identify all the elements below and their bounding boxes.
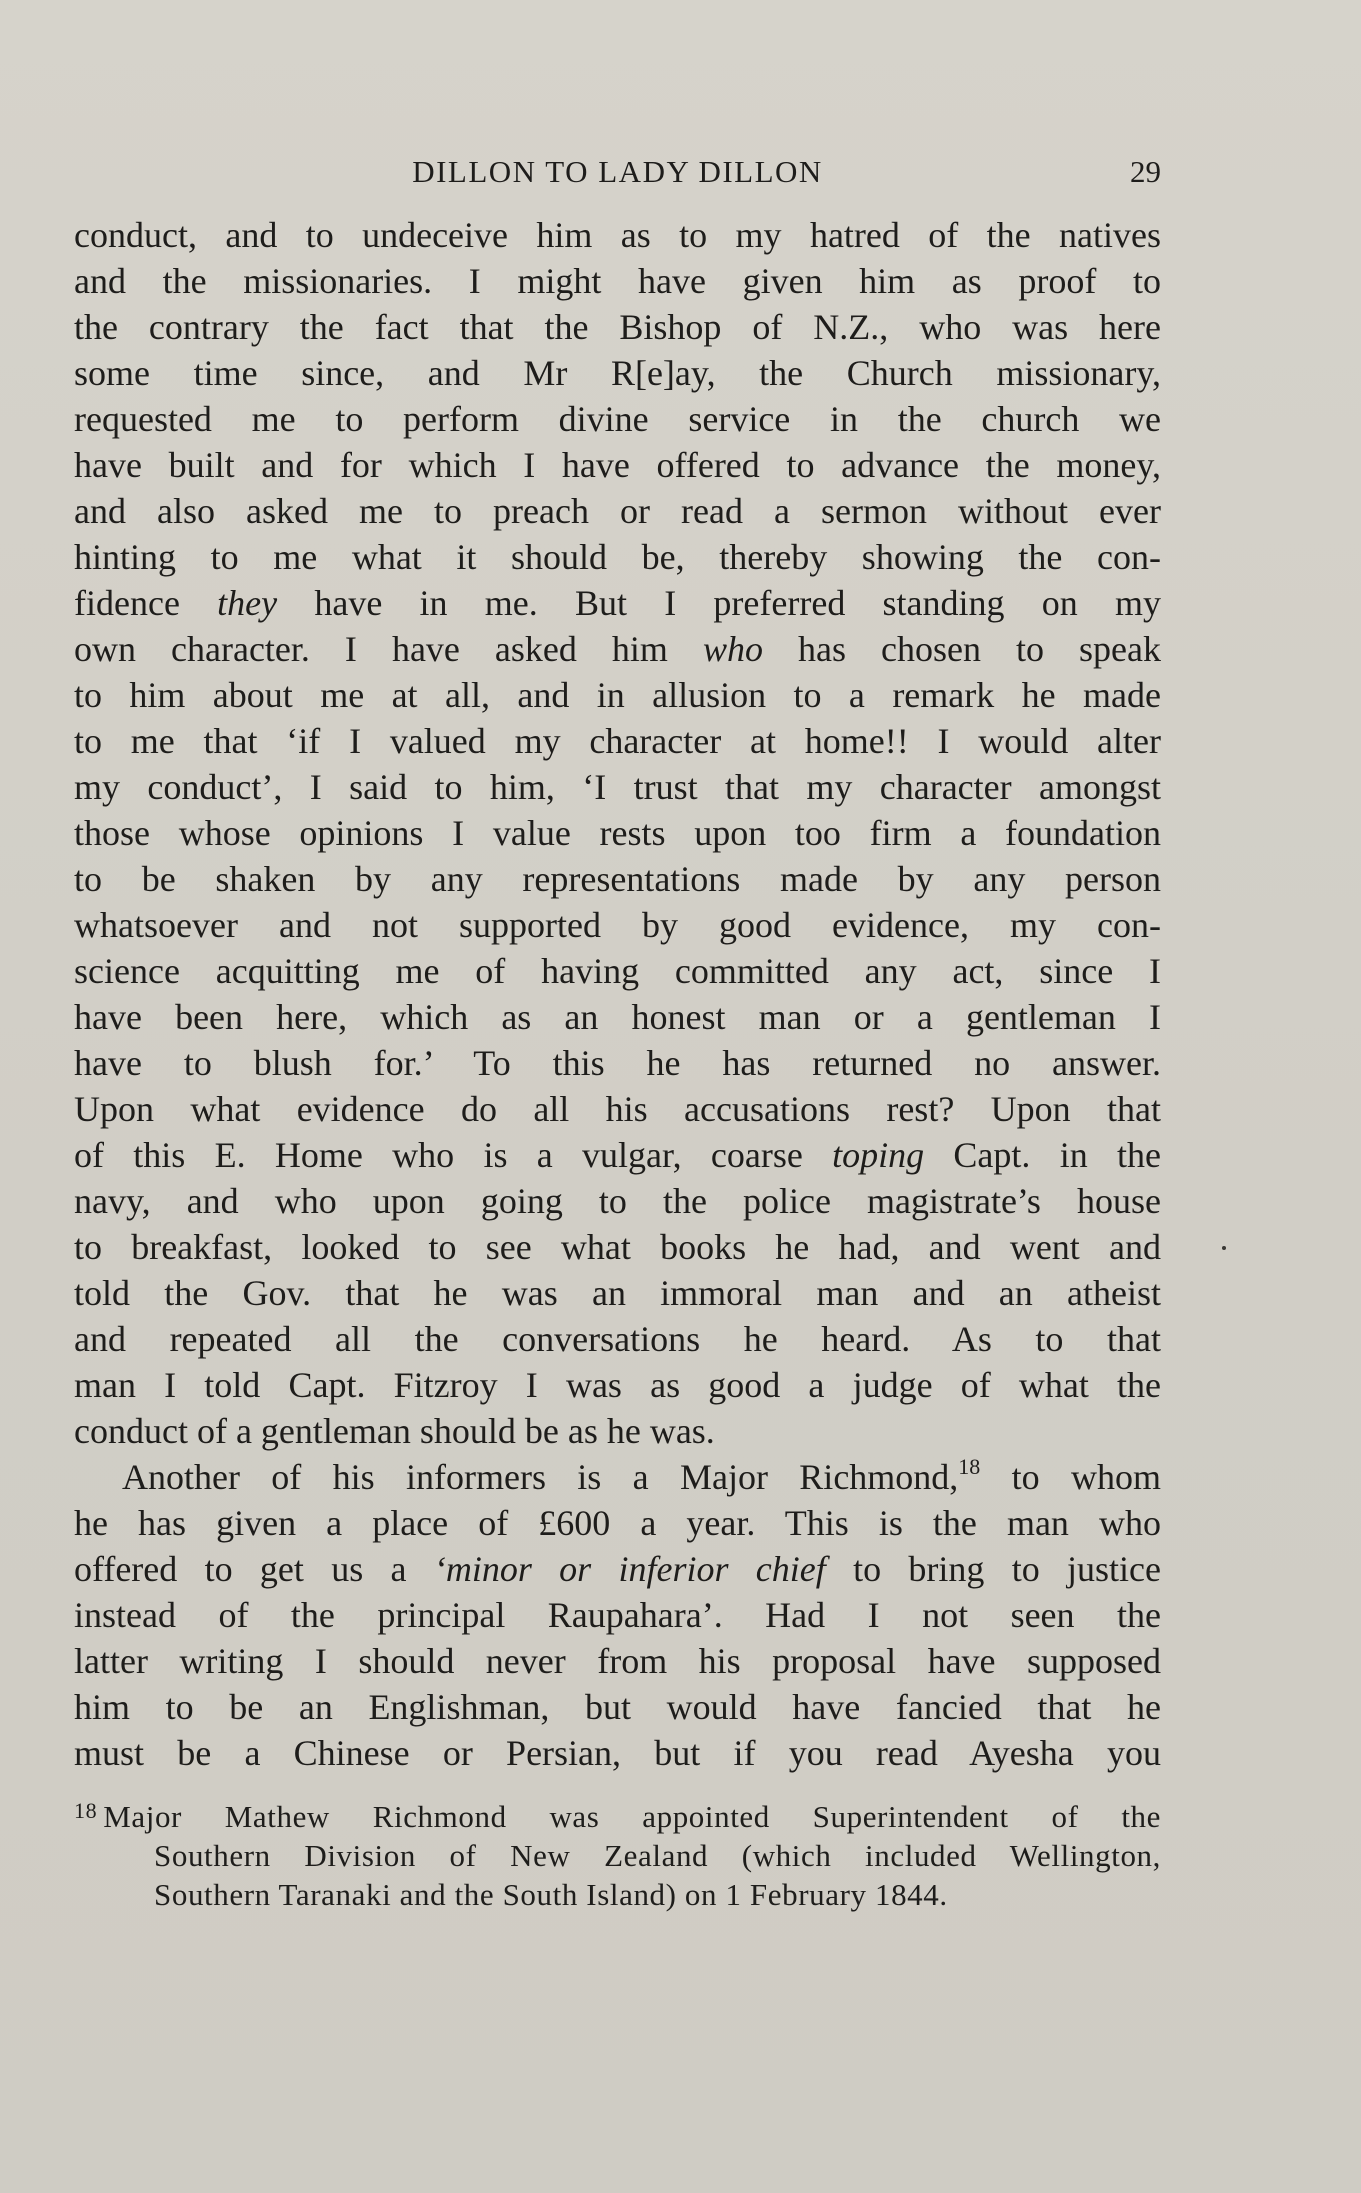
footnote-line: Southern Taranaki and the South Island) on 1 February 1844.	[154, 1877, 948, 1912]
text-line	[74, 1132, 1161, 1178]
footnote-line	[74, 1797, 1161, 1836]
text-run: Capt. in the	[924, 1135, 1161, 1175]
text-run: offered to get us a	[74, 1549, 434, 1589]
footnote-line: Southern Division of New Zealand (which included Wellington,	[154, 1838, 1161, 1873]
text-line: conduct, and to undeceive him as to my hatred of the natives	[74, 215, 1161, 255]
text-line: and also asked me to preach or read a sermon without ever	[74, 491, 1161, 531]
text-run: own character. I have asked him	[74, 629, 703, 669]
text-line: must be a Chinese or Persian, but if you read Ayesha you	[74, 1733, 1161, 1773]
text-line: have to blush for.’ To this he has returned no answer.	[74, 1043, 1161, 1083]
footnote-reference[interactable]: 18	[958, 1454, 981, 1479]
text-line: to breakfast, looked to see what books he had, and went and	[74, 1227, 1161, 1267]
text-line: hinting to me what it should be, thereby showing the con-	[74, 537, 1161, 577]
text-line: requested me to perform divine service in the church we	[74, 399, 1161, 439]
text-line: man I told Capt. Fitzroy I was as good a judge of what the	[74, 1365, 1161, 1405]
text-line: the contrary the fact that the Bishop of N.Z., who was here	[74, 307, 1161, 347]
text-line: and repeated all the conversations he heard. As to that	[74, 1319, 1161, 1359]
text-line: to him about me at all, and in allusion to a remark he made	[74, 675, 1161, 715]
text-run: Another of his informers is a Major Richmond,	[122, 1457, 959, 1497]
text-line: science acquitting me of having committed any act, since I	[74, 951, 1161, 991]
text-line: my conduct’, I said to him, ‘I trust that my character amongst	[74, 767, 1161, 807]
body-text	[74, 212, 1161, 1776]
text-line: those whose opinions I value rests upon too firm a foundation	[74, 813, 1161, 853]
text-line: he has given a place of £600 a year. This is the man who	[74, 1503, 1161, 1543]
text-run: to bring to justice	[825, 1549, 1161, 1589]
page-number: 29	[1130, 154, 1161, 189]
italic-text: toping	[832, 1135, 925, 1175]
paragraph-start-line	[74, 1454, 1161, 1500]
text-line: and the missionaries. I might have given him as proof to	[74, 261, 1161, 301]
text-line: some time since, and Mr R[e]ay, the Church missionary,	[74, 353, 1161, 393]
text-line: Upon what evidence do all his accusations rest? Upon that	[74, 1089, 1161, 1129]
italic-text: ‘minor or inferior chief	[433, 1549, 826, 1589]
running-head	[74, 152, 1161, 192]
text-line: to be shaken by any representations made by any person	[74, 859, 1161, 899]
text-line: told the Gov. that he was an immoral man and an atheist	[74, 1273, 1161, 1313]
italic-text: who	[702, 629, 763, 669]
footnote	[74, 1797, 1161, 1914]
text-line: whatsoever and not supported by good evidence, my con-	[74, 905, 1161, 945]
text-line: him to be an Englishman, but would have fancied that he	[74, 1687, 1161, 1727]
text-line: latter writing I should never from his proposal have supposed	[74, 1641, 1161, 1681]
text-line: navy, and who upon going to the police magistrate’s house	[74, 1181, 1161, 1221]
paragraph-end-line: conduct of a gentleman should be as he was.	[74, 1411, 715, 1451]
text-run: fidence	[74, 583, 218, 623]
text-line: instead of the principal Raupahara’. Had I not seen the	[74, 1595, 1161, 1635]
italic-text: they	[217, 583, 278, 623]
text-run: has chosen to speak	[762, 629, 1161, 669]
text-line	[74, 580, 1161, 626]
text-line: to me that ‘if I valued my character at home!! I would alter	[74, 721, 1161, 761]
text-line	[74, 1546, 1161, 1592]
footnote-text: Major Mathew Richmond was appointed Superintendent of the	[103, 1799, 1161, 1834]
text-line: have built and for which I have offered to advance the money,	[74, 445, 1161, 485]
text-run: to whom	[980, 1457, 1161, 1497]
footnote-number: 18	[74, 1798, 98, 1823]
running-title: DILLON TO LADY DILLON	[412, 154, 823, 189]
text-run: have in me. But I preferred standing on my	[277, 583, 1161, 623]
text-line: have been here, which as an honest man or a gentleman I	[74, 997, 1161, 1037]
text-run: of this E. Home who is a vulgar, coarse	[74, 1135, 833, 1175]
paper-speck	[1222, 1246, 1226, 1250]
text-line	[74, 626, 1161, 672]
